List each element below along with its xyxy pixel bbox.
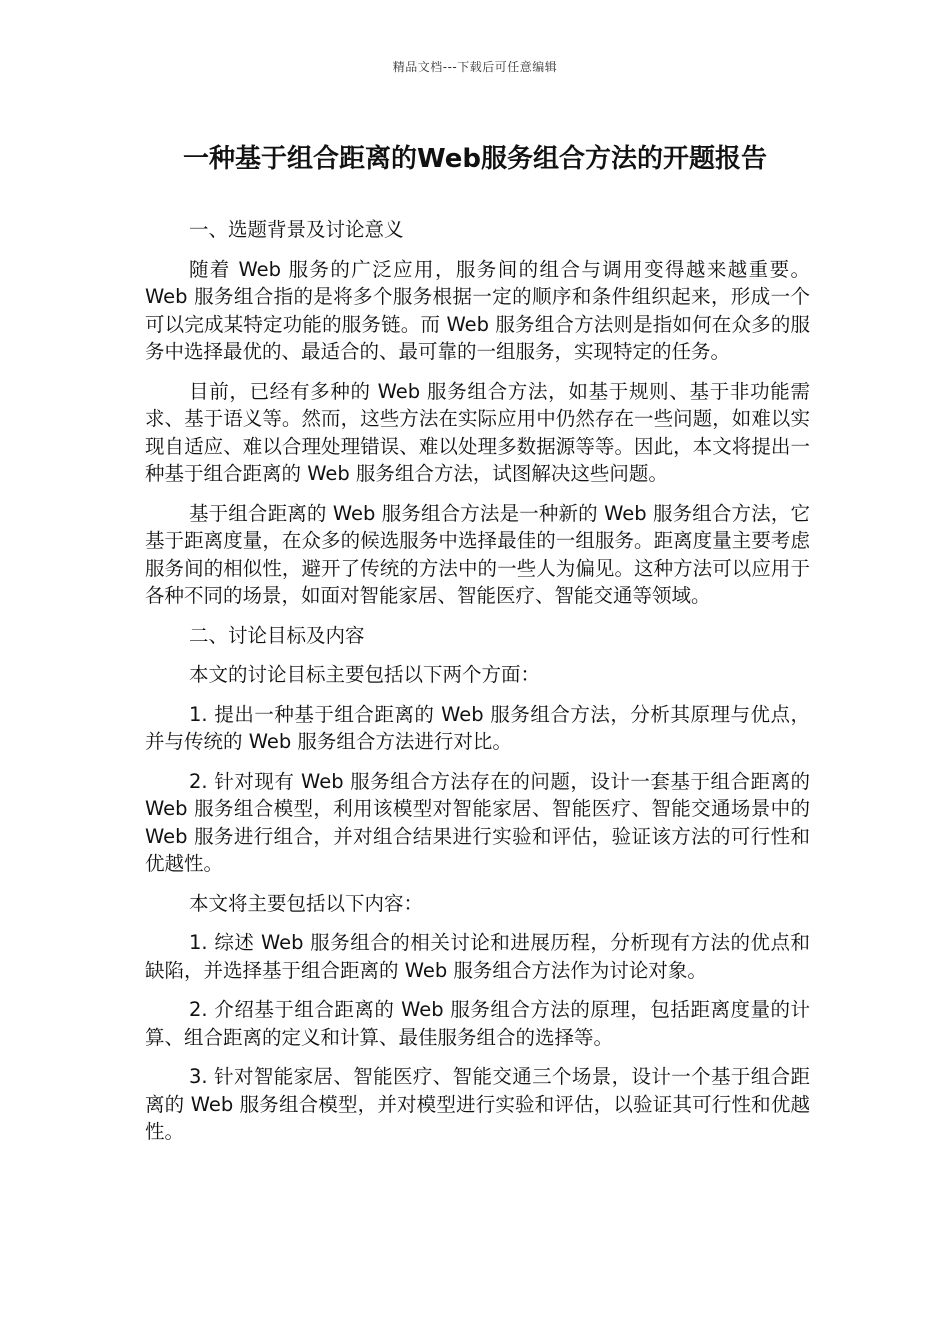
header-note: 精品文档---下载后可任意编辑	[392, 60, 558, 74]
paragraph: 目前，已经有多种的 Web 服务组合方法，如基于规则、基于非功能需求、基于语义等。然而，这些方法在实际应用中仍然存在一些问题，如难以实现自适应、难以合理处理错误、难以处理多数据源等等。因此，本文将提出一种基于组合距离的 Web 服务组合方法，试图解决这些问题。	[145, 379, 810, 485]
paragraph: 本文将主要包括以下内容：	[189, 891, 424, 915]
section-heading-goals: 二、讨论目标及内容	[189, 623, 365, 647]
document-title: 一种基于组合距离的Web服务组合方法的开题报告	[183, 144, 767, 174]
list-item: 3. 针对智能家居、智能医疗、智能交通三个场景，设计一个基于组合距离的 Web 服务组合模型，并对模型进行实验和评估，以验证其可行性和优越性。	[145, 1065, 810, 1143]
list-item: 2. 针对现有 Web 服务组合方法存在的问题，设计一套基于组合距离的 Web 服务组合模型，利用该模型对智能家居、智能医疗、智能交通场景中的 Web 服务进行组合，并对组合结果进行实验和评估，验证该方法的可行性和优越性。	[145, 769, 810, 875]
list-item: 2. 介绍基于组合距离的 Web 服务组合方法的原理，包括距离度量的计算、组合距离的定义和计算、最佳服务组合的选择等。	[145, 998, 810, 1049]
paragraph: 本文的讨论目标主要包括以下两个方面：	[189, 663, 541, 686]
document-body	[145, 216, 810, 1158]
section-heading-background: 一、选题背景及讨论意义	[189, 218, 404, 241]
paragraph: 基于组合距离的 Web 服务组合方法是一种新的 Web 服务组合方法，它基于距离度量，在众多的候选服务中选择最佳的一组服务。距离度量主要考虑服务间的相似性，避开了传统的方法中的一些人为偏见。这种方法可以应用于各种不同的场景，如面对智能家居、智能医疗、智能交通等领域。	[145, 501, 810, 607]
list-item: 1. 提出一种基于组合距离的 Web 服务组合方法，分析其原理与优点，并与传统的 Web 服务组合方法进行对比。	[145, 702, 810, 753]
paragraph: 随着 Web 服务的广泛应用，服务间的组合与调用变得越来越重要。Web 服务组合指的是将多个服务根据一定的顺序和条件组织起来，形成一个可以完成某特定功能的服务链。而 Web 服务组合方法则是指如何在众多的服务中选择最优的、最适合的、最可靠的一组服务，实现特定的任务。	[145, 257, 810, 363]
list-item: 1. 综述 Web 服务组合的相关讨论和进展历程，分析现有方法的优点和缺陷，并选择基于组合距离的 Web 服务组合方法作为讨论对象。	[145, 931, 810, 982]
